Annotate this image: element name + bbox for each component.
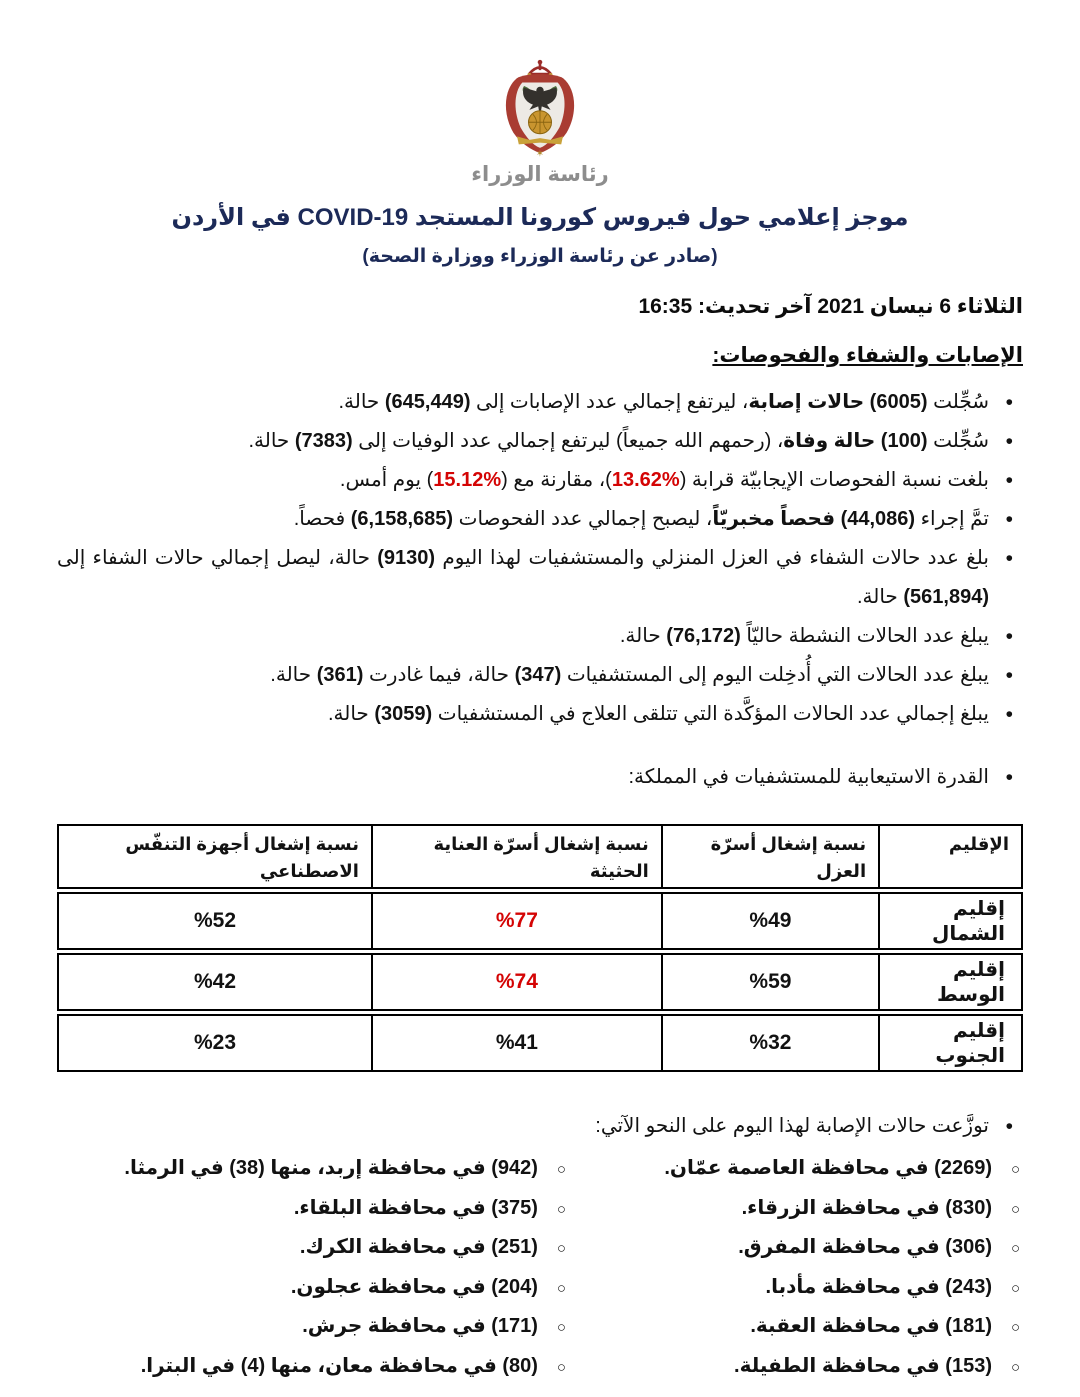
text-run: ) يوم أمس. — [339, 469, 434, 491]
text-run: بلغ عدد حالات الشفاء في العزل المنزلي والمستشفيات لهذا اليوم — [435, 547, 989, 569]
stat-bullet-item — [57, 656, 1023, 695]
governorate-case-item: ○ (306) في محافظة المفرق. — [617, 1228, 1023, 1268]
stat-bullet-item — [57, 695, 1023, 734]
ventilators-cell: %42 — [57, 953, 371, 1011]
governorate-case-item: ○ (80) في محافظة معان، منها (4) في البترا. — [57, 1347, 569, 1387]
date-updated-line: الثلاثاء 6 نيسان 2021 آخر تحديث: 16:35 — [638, 295, 1023, 318]
text-run: (347) — [514, 664, 562, 686]
section-heading-cases: الإصابات والشفاء والفحوصات: — [712, 344, 1023, 367]
governorate-case-item: ○ (2269) في محافظة العاصمة عمّان. — [617, 1149, 1023, 1189]
text-run: فحصاً. — [293, 508, 351, 530]
text-run: حالة. — [248, 430, 295, 452]
text-run: سُجِّلت — [927, 430, 989, 452]
jordan-coat-of-arms-icon — [57, 58, 1023, 160]
governorate-case-item: ○ (251) في محافظة الكرك. — [57, 1228, 569, 1268]
text-run: (76,172) — [666, 625, 741, 647]
text-run: سُجِّلت — [927, 391, 989, 413]
capacity-table-head — [57, 824, 1023, 889]
capacity-table-row — [57, 953, 1023, 1011]
distribution-heading-text: توزَّعت حالات الإصابة لهذا اليوم على النحو الآتي: — [595, 1115, 989, 1137]
capacity-table-header-cell: الإقليم — [878, 824, 1023, 889]
governorate-case-item: ○ (204) في محافظة عجلون. — [57, 1268, 569, 1308]
governorate-case-item: ○ (171) في محافظة جرش. — [57, 1307, 569, 1347]
region-cell: إقليم الوسط — [878, 953, 1023, 1011]
distribution-list-left — [57, 1149, 569, 1386]
capacity-heading-text: القدرة الاستيعابية للمستشفيات في المملكة: — [628, 766, 989, 788]
stat-bullet-item — [57, 461, 1023, 500]
capacity-table-header-cell: نسبة إشغال أجهزة التنفّس الاصطناعي — [57, 824, 371, 889]
text-run: (6005) حالات إصابة — [748, 391, 928, 413]
capacity-table-header-row — [57, 824, 1023, 889]
text-run: (100) حالة وفاة — [783, 430, 928, 452]
text-run: (3059) — [374, 703, 433, 725]
capacity-table-row — [57, 1014, 1023, 1072]
text-run: ، (رحمهم الله جميعاً) ليرتفع إجمالي عدد الوفيات إلى — [352, 430, 784, 452]
capacity-table-header-cell: نسبة إشغال أسرّة العناية الحثيثة — [371, 824, 661, 889]
governorate-case-item: ○ (942) في محافظة إربد، منها (38) في الرمثا. — [57, 1149, 569, 1189]
isolation-beds-cell: %32 — [661, 1014, 878, 1072]
icu-beds-cell: %77 — [371, 892, 661, 950]
text-run: (9130) — [377, 547, 436, 569]
text-run: تمَّ إجراء — [915, 508, 989, 530]
text-run: حالة. — [327, 703, 375, 725]
document-subtitle: (صادر عن رئاسة الوزراء ووزارة الصحة) — [362, 246, 718, 267]
governorate-case-item: ○ (375) في محافظة البلقاء. — [57, 1189, 569, 1229]
capacity-table-body — [57, 892, 1023, 1072]
region-cell: إقليم الشمال — [878, 892, 1023, 950]
text-run: حالة. — [338, 391, 385, 413]
text-run: حالة. — [619, 625, 667, 647]
text-run: حالة. — [856, 586, 904, 608]
distribution-list-right — [617, 1149, 1023, 1386]
stat-bullet-item — [57, 617, 1023, 656]
distribution-bullet-line — [57, 1107, 1023, 1146]
icu-beds-cell: %74 — [371, 953, 661, 1011]
text-run: %15.12 — [433, 469, 502, 491]
text-run: ، ليصبح إجمالي عدد الفحوصات — [453, 508, 713, 530]
stat-bullet-item — [57, 539, 1023, 617]
stat-bullet-item — [57, 422, 1023, 461]
text-run: حالة، فيما غادرت — [363, 664, 515, 686]
logo-calligraphy-text: رئاسة الوزراء — [471, 163, 609, 186]
capacity-table-header-cell: نسبة إشغال أسرّة العزل — [661, 824, 878, 889]
distribution-columns — [57, 1149, 1023, 1386]
isolation-beds-cell: %49 — [661, 892, 878, 950]
text-run: (561,894) — [903, 586, 989, 608]
text-run: (7383) — [294, 430, 353, 452]
isolation-beds-cell: %59 — [661, 953, 878, 1011]
governorate-case-item: ○ (830) في محافظة الزرقاء. — [617, 1189, 1023, 1229]
text-run: (44,086) فحصاً مخبريّاً — [712, 508, 916, 530]
stat-bullet-item — [57, 500, 1023, 539]
capacity-table-row — [57, 892, 1023, 950]
text-run: %13.62 — [611, 469, 680, 491]
text-run: (361) — [316, 664, 364, 686]
masthead — [57, 58, 1023, 268]
text-run: (645,449) — [384, 391, 471, 413]
text-run: )، مقارنة مع ( — [501, 469, 612, 491]
stats-bullet-list — [57, 383, 1023, 734]
text-run: حالة. — [270, 664, 317, 686]
text-run: بلغت نسبة الفحوصات الإيجابيّة قرابة ( — [679, 469, 989, 491]
text-run: يبلغ عدد الحالات التي أُدخِلت اليوم إلى المستشفيات — [561, 664, 989, 686]
ventilators-cell: %52 — [57, 892, 371, 950]
capacity-bullet-line — [57, 758, 1023, 797]
ventilators-cell: %23 — [57, 1014, 371, 1072]
governorate-case-item: ○ (181) في محافظة العقبة. — [617, 1307, 1023, 1347]
text-run: يبلغ إجمالي عدد الحالات المؤكَّدة التي تتلقى العلاج في المستشفيات — [432, 703, 989, 725]
governorate-case-item: ○ (243) في محافظة مأدبا. — [617, 1268, 1023, 1308]
text-run: حالة، ليصل إجمالي حالات الشفاء إلى — [57, 547, 378, 569]
stat-bullet-item — [57, 383, 1023, 422]
document-title: موجز إعلامي حول فيروس كورونا المستجد COVID-19 في الأردن — [171, 204, 909, 231]
region-cell: إقليم الجنوب — [878, 1014, 1023, 1072]
text-run: يبلغ عدد الحالات النشطة حاليّاً — [740, 625, 989, 647]
text-run: (6,158,685) — [350, 508, 454, 530]
governorate-case-item: ○ (153) في محافظة الطفيلة. — [617, 1347, 1023, 1387]
icu-beds-cell: %41 — [371, 1014, 661, 1072]
text-run: ، ليرتفع إجمالي عدد الإصابات إلى — [470, 391, 749, 413]
svg-text:✶: ✶ — [535, 148, 545, 160]
hospital-capacity-table — [57, 821, 1023, 1075]
